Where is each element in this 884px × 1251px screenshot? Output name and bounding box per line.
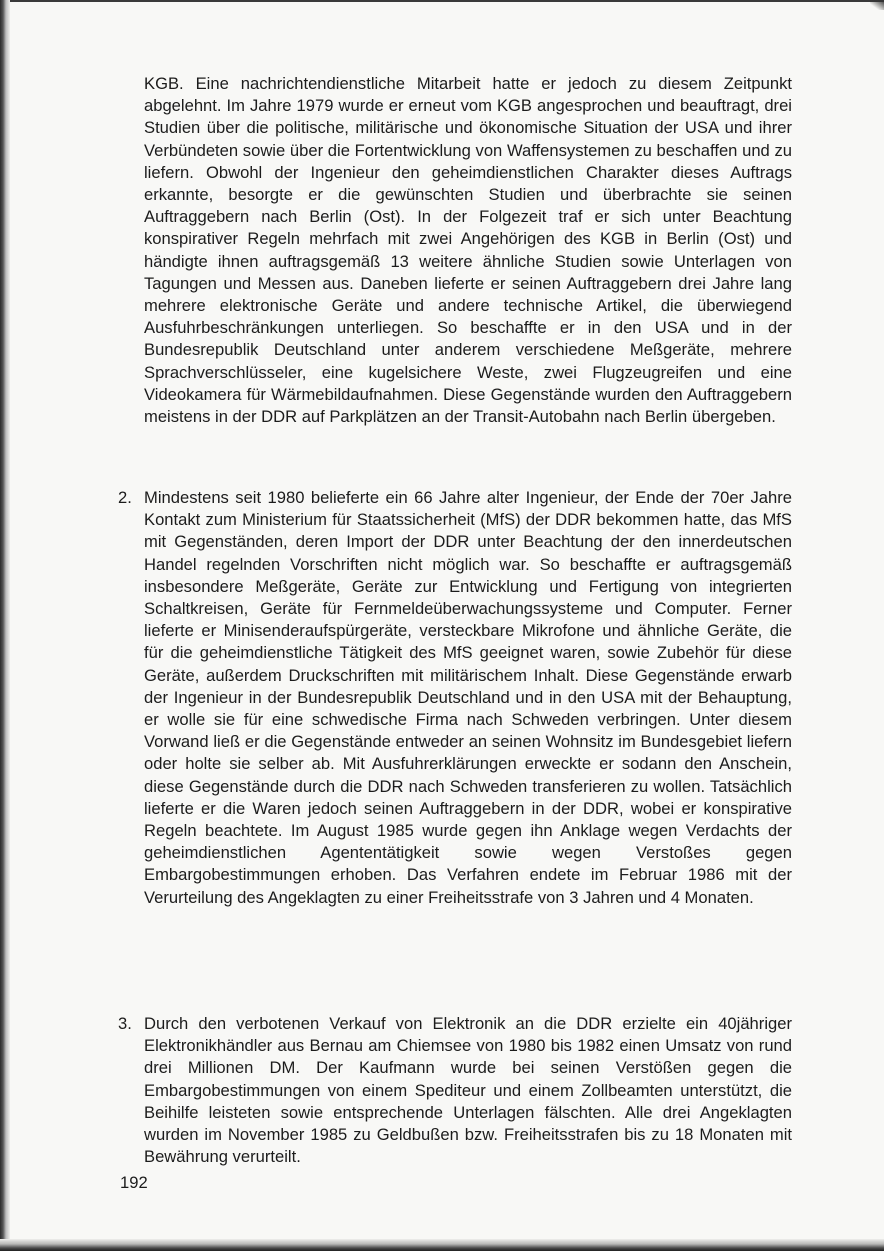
scan-top-edge [0, 0, 884, 2]
intro-paragraph: KGB. Eine nachrichtendienstliche Mitarbeit hatte er jedoch zu diesem Zeitpunkt abgelehnt. Im Jahre 1979 wurde er erneut vom KGB angesprochen und beauftragt, drei Studien über die politische, militärische und ökonomische Situation der USA und ihrer Verbündeten sowie über die Fortentwicklung von Waffensystemen zu beschaffen und zu liefern. Obwohl der Ingenieur den geheimdienstlichen Charakter dieses Auftrags erkannte, besorgte er die gewünschten Studien und überbrachte sie seinen Auftraggebern nach Berlin (Ost). In der Folgezeit traf er sich unter Beachtung konspirativer Regeln mehrfach mit zwei Angehörigen des KGB in Berlin (Ost) und händigte ihnen auftragsgemäß 13 weitere ähnliche Studien sowie Unterlagen von Tagungen und Messen aus. Daneben lieferte er seinen Auftraggebern drei Jahre lang mehrere elektronische Geräte und andere technische Artikel, die überwiegend Ausfuhrbeschränkungen unterliegen. So beschaffte er in den USA und in der Bundesrepublik Deutschland unter anderem verschiedene Meßgeräte, mehrere Sprachverschlüsseler, eine kugelsichere Weste, zwei Flugzeugreifen und eine Videokamera für Wärmebildaufnahmen. Diese Gegenstände wurden den Auftraggebern meistens in der DDR auf Parkplätzen an der Transit-Autobahn nach Berlin übergeben. [144, 74, 792, 427]
scan-bottom-edge [0, 1239, 884, 1251]
list-item-number: 2. [118, 488, 132, 507]
scan-corner-shadow [870, 0, 884, 10]
list-item-number: 3. [118, 1014, 132, 1033]
list-item-text: Mindestens seit 1980 belieferte ein 66 Jahre alter Ingenieur, der Ende der 70er Jahre Kontakt zum Ministerium für Staatssicherheit (MfS) der DDR bekommen hatte, das MfS mit Gegenständen, deren Import der DDR unter Beachtung der den innerdeutschen Handel regelnden Vorschriften nicht möglich war. So beschaffte er auftragsgemäß insbesondere Meßgeräte, Geräte zur Entwicklung und Fertigung von integrierten Schaltkreisen, Geräte für Fernmeldeüberwachungssysteme und Computer. Ferner lieferte er Minisenderaufspürgeräte, versteckbare Mikrofone und ähnliche Geräte, die für die geheimdienstliche Tätigkeit des MfS geeignet waren, sowie Zubehör für diese Geräte, außerdem Druckschriften mit militärischem Inhalt. Diese Gegenstände erwarb der Ingenieur in der Bundesrepublik Deutschland und in den USA mit der Behauptung, er wolle sie für eine schwedische Firma nach Schweden verbringen. Unter diesem Vorwand ließ er die Gegenstände entweder an seinen Wohnsitz im Bundesgebiet liefern oder holte sie selber ab. Mit Ausfuhrerklärungen erweckte er sodann den Anschein, diese Gegenstände durch die DDR nach Schweden transferieren zu wollen. Tatsächlich lieferte er die Waren jedoch seinen Auftraggebern in der DDR, wobei er konspirative Regeln beachtete. Im August 1985 wurde gegen ihn Anklage wegen Verdachts der geheimdienstlichen Agententätigkeit sowie wegen Verstoßes gegen Embargobestimmungen erhoben. Das Verfahren endete im Februar 1986 mit der Verurteilung des Angeklagten zu einer Freiheitsstrafe von 3 Jahren und 4 Monaten. [144, 488, 792, 907]
page-number: 192 [120, 1173, 148, 1192]
scan-binding-edge [0, 0, 10, 1251]
list-item-2 [118, 487, 792, 909]
list-item-3 [118, 1013, 792, 1168]
list-item-text: Durch den verbotenen Verkauf von Elektronik an die DDR erzielte ein 40jähriger Elektronikhändler aus Bernau am Chiemsee von 1980 bis 1982 einen Umsatz von rund drei Millionen DM. Der Kaufmann wurde bei seinen Verstößen gegen die Embargobestimmungen von einem Spediteur und einem Zollbeamten unterstützt, die Beihilfe leisteten sowie entsprechende Unterlagen fälschten. Alle drei Angeklagten wurden im November 1985 zu Geldbußen bzw. Freiheitsstrafen bis zu 18 Monaten mit Bewährung verurteilt. [144, 1014, 792, 1167]
